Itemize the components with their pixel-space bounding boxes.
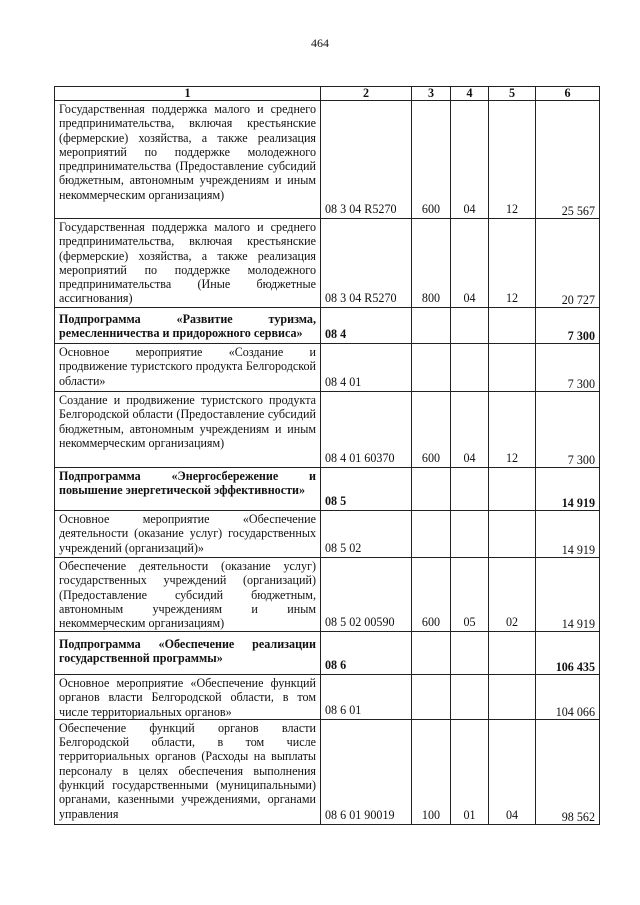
row-amount: 14 919 bbox=[536, 558, 600, 632]
row-col3 bbox=[412, 308, 451, 344]
row-col3: 600 bbox=[412, 101, 451, 219]
column-header: 5 bbox=[489, 87, 536, 101]
row-code: 08 6 bbox=[321, 632, 412, 675]
row-code: 08 5 bbox=[321, 468, 412, 511]
row-description: Подпрограмма «Энергосбережение и повышение энергетической эффективности» bbox=[55, 468, 321, 511]
row-code: 08 3 04 R5270 bbox=[321, 219, 412, 308]
column-header: 3 bbox=[412, 87, 451, 101]
table-row bbox=[55, 632, 600, 675]
row-col3 bbox=[412, 675, 451, 720]
row-amount: 104 066 bbox=[536, 675, 600, 720]
row-col3 bbox=[412, 632, 451, 675]
row-col4 bbox=[451, 675, 489, 720]
row-amount: 106 435 bbox=[536, 632, 600, 675]
row-col3: 600 bbox=[412, 392, 451, 468]
row-amount: 7 300 bbox=[536, 344, 600, 392]
row-col4 bbox=[451, 468, 489, 511]
table-row bbox=[55, 719, 600, 824]
row-code: 08 6 01 bbox=[321, 675, 412, 720]
column-header: 4 bbox=[451, 87, 489, 101]
row-description: Обеспечение деятельности (оказание услуг) государственных учреждений (организаций) (Предоставление субсидий бюджетным, автономным учреждениям и иным некоммерческим организациям) bbox=[55, 558, 321, 632]
row-col5 bbox=[489, 344, 536, 392]
table-header-row bbox=[55, 87, 600, 101]
row-col5 bbox=[489, 675, 536, 720]
row-amount: 7 300 bbox=[536, 392, 600, 468]
row-col4 bbox=[451, 632, 489, 675]
row-code: 08 4 01 bbox=[321, 344, 412, 392]
row-description: Создание и продвижение туристского продукта Белгородской области (Предоставление субсидий бюджетным, автономным учреждениям и иным некоммерческим организациям) bbox=[55, 392, 321, 468]
column-header: 6 bbox=[536, 87, 600, 101]
row-col3: 600 bbox=[412, 558, 451, 632]
row-col3 bbox=[412, 344, 451, 392]
page-number: 464 bbox=[311, 36, 329, 50]
row-code: 08 3 04 R5270 bbox=[321, 101, 412, 219]
row-code: 08 4 01 60370 bbox=[321, 392, 412, 468]
row-col5 bbox=[489, 511, 536, 558]
row-code: 08 6 01 90019 bbox=[321, 719, 412, 824]
row-amount: 7 300 bbox=[536, 308, 600, 344]
table-row bbox=[55, 468, 600, 511]
table-row bbox=[55, 344, 600, 392]
table-row bbox=[55, 675, 600, 720]
row-amount: 14 919 bbox=[536, 468, 600, 511]
row-code: 08 5 02 bbox=[321, 511, 412, 558]
table-row bbox=[55, 511, 600, 558]
row-col4: 04 bbox=[451, 219, 489, 308]
row-description: Государственная поддержка малого и среднего предпринимательства, включая крестьянские (фермерские) хозяйства, а также реализация мероприятий по поддержке молодежного предпринимательства (Иные бюджетные ассигнования) bbox=[55, 219, 321, 308]
row-col5: 04 bbox=[489, 719, 536, 824]
row-code: 08 5 02 00590 bbox=[321, 558, 412, 632]
table-row bbox=[55, 558, 600, 632]
row-col3: 100 bbox=[412, 719, 451, 824]
row-description: Основное мероприятие «Создание и продвижение туристского продукта Белгородской области» bbox=[55, 344, 321, 392]
row-col5 bbox=[489, 468, 536, 511]
row-col5 bbox=[489, 632, 536, 675]
row-description: Основное мероприятие «Обеспечение деятельности (оказание услуг) государственных учреждений (организаций)» bbox=[55, 511, 321, 558]
row-amount: 98 562 bbox=[536, 719, 600, 824]
row-col4 bbox=[451, 511, 489, 558]
row-amount: 20 727 bbox=[536, 219, 600, 308]
row-col5 bbox=[489, 308, 536, 344]
column-header: 1 bbox=[55, 87, 321, 101]
row-amount: 25 567 bbox=[536, 101, 600, 219]
row-col4 bbox=[451, 308, 489, 344]
table-row bbox=[55, 219, 600, 308]
row-col3: 800 bbox=[412, 219, 451, 308]
row-description: Подпрограмма «Обеспечение реализации государственной программы» bbox=[55, 632, 321, 675]
row-col4: 05 bbox=[451, 558, 489, 632]
table-row bbox=[55, 101, 600, 219]
row-col4: 01 bbox=[451, 719, 489, 824]
row-description: Основное мероприятие «Обеспечение функций органов власти Белгородской области, в том числе территориальных органов» bbox=[55, 675, 321, 720]
row-description: Подпрограмма «Развитие туризма, ремесленничества и придорожного сервиса» bbox=[55, 308, 321, 344]
row-col4 bbox=[451, 344, 489, 392]
row-description: Обеспечение функций органов власти Белгородской области, в том числе территориальных органов (Расходы на выплаты персоналу в целях обеспечения выполнения функций государственными (муниципальными) органами, казенными учреждениями, органами управления bbox=[55, 719, 321, 824]
budget-table bbox=[54, 86, 600, 825]
row-col4: 04 bbox=[451, 101, 489, 219]
column-header: 2 bbox=[321, 87, 412, 101]
row-col3 bbox=[412, 468, 451, 511]
row-col5: 12 bbox=[489, 392, 536, 468]
row-description: Государственная поддержка малого и среднего предпринимательства, включая крестьянские (фермерские) хозяйства, а также реализация мероприятий по поддержке молодежного предпринимательства (Предоставление субсидий бюджетным, автономным учреждениям и иным некоммерческим организациям) bbox=[55, 101, 321, 219]
row-code: 08 4 bbox=[321, 308, 412, 344]
row-col4: 04 bbox=[451, 392, 489, 468]
row-amount: 14 919 bbox=[536, 511, 600, 558]
row-col5: 12 bbox=[489, 101, 536, 219]
row-col5: 12 bbox=[489, 219, 536, 308]
table-row bbox=[55, 308, 600, 344]
table-row bbox=[55, 392, 600, 468]
row-col3 bbox=[412, 511, 451, 558]
row-col5: 02 bbox=[489, 558, 536, 632]
